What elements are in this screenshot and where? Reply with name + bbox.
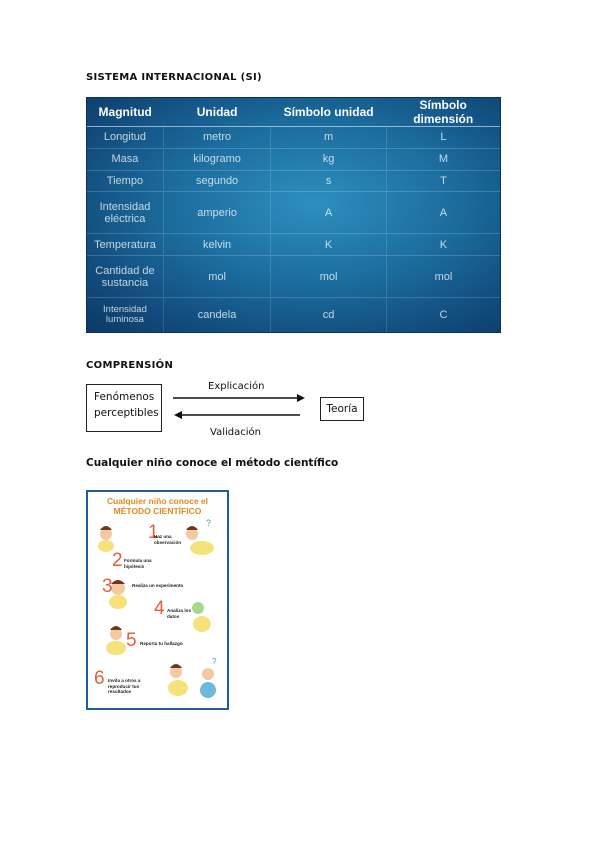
explicacion-label: Explicación: [208, 381, 265, 392]
si-cell: cd: [271, 298, 387, 332]
explicacion-arrow: [173, 394, 305, 402]
si-cell: Longitud: [87, 127, 163, 149]
si-cell: A: [386, 192, 500, 234]
si-cell: mol: [163, 256, 270, 298]
svg-text:?: ?: [212, 657, 217, 666]
step-text: Reporta tu hallazgo: [140, 641, 183, 646]
si-cell: mol: [386, 256, 500, 298]
si-cell: candela: [163, 298, 270, 332]
step-number: 3: [102, 576, 113, 597]
si-cell: mol: [271, 256, 387, 298]
si-cell: A: [271, 192, 387, 234]
si-cell: Intensidad luminosa: [87, 298, 163, 332]
metodo-cientifico-poster: [86, 490, 229, 710]
si-header-simbolo-unidad: Símbolo unidad: [271, 98, 387, 127]
step-number: 2: [112, 550, 123, 571]
step-number: 1: [148, 522, 159, 543]
step-text: Formula una hipótesis: [124, 558, 152, 569]
si-cell: amperio: [163, 192, 270, 234]
si-cell: kelvin: [163, 234, 270, 256]
si-cell: T: [386, 170, 500, 192]
step-text: Haz una observación: [154, 534, 182, 545]
step-text: Invita a otros a reproducir tus resultados: [108, 678, 141, 694]
si-cell: segundo: [163, 170, 270, 192]
si-cell: M: [386, 148, 500, 170]
metodo-heading: Cualquier niño conoce el método científico: [86, 457, 339, 469]
step-number: 6: [94, 668, 105, 689]
validacion-arrow: [174, 411, 300, 419]
si-cell: s: [271, 170, 387, 192]
si-cell: Intensidad eléctrica: [87, 192, 163, 234]
step-number: 4: [154, 598, 165, 619]
si-header-magnitud: Magnitud: [87, 98, 163, 127]
child-figure: [168, 657, 217, 698]
si-heading: SISTEMA INTERNACIONAL (SI): [86, 72, 262, 83]
child-figure: [186, 518, 214, 555]
si-cell: Tiempo: [87, 170, 163, 192]
si-header-simbolo-dimension: Símbolo dimensión: [386, 98, 500, 127]
si-cell: kg: [271, 148, 387, 170]
validacion-label: Validación: [210, 427, 261, 438]
step-number: 5: [126, 630, 137, 651]
si-header-unidad: Unidad: [163, 98, 270, 127]
comprension-heading: COMPRENSIÓN: [86, 360, 174, 371]
si-cell: Masa: [87, 148, 163, 170]
si-cell: kilogramo: [163, 148, 270, 170]
si-cell: L: [386, 127, 500, 149]
si-cell: C: [386, 298, 500, 332]
child-figure: [106, 626, 126, 655]
teoria-box: Teoría: [320, 397, 364, 421]
step-text: Realiza un experimento: [132, 583, 184, 588]
si-cell: K: [386, 234, 500, 256]
poster-title: Cualquier niño conoce el MÉTODO CIENTÍFICO: [106, 496, 209, 516]
si-cell: Cantidad de sustancia: [87, 256, 163, 298]
child-figure: [98, 526, 114, 552]
si-cell: Temperatura: [87, 234, 163, 256]
svg-text:?: ?: [206, 518, 212, 528]
si-cell: m: [271, 127, 387, 149]
si-cell: metro: [163, 127, 270, 149]
fenomenos-box: Fenómenos perceptibles: [86, 384, 162, 432]
si-cell: K: [271, 234, 387, 256]
step-text: Analiza los datos: [167, 608, 191, 619]
